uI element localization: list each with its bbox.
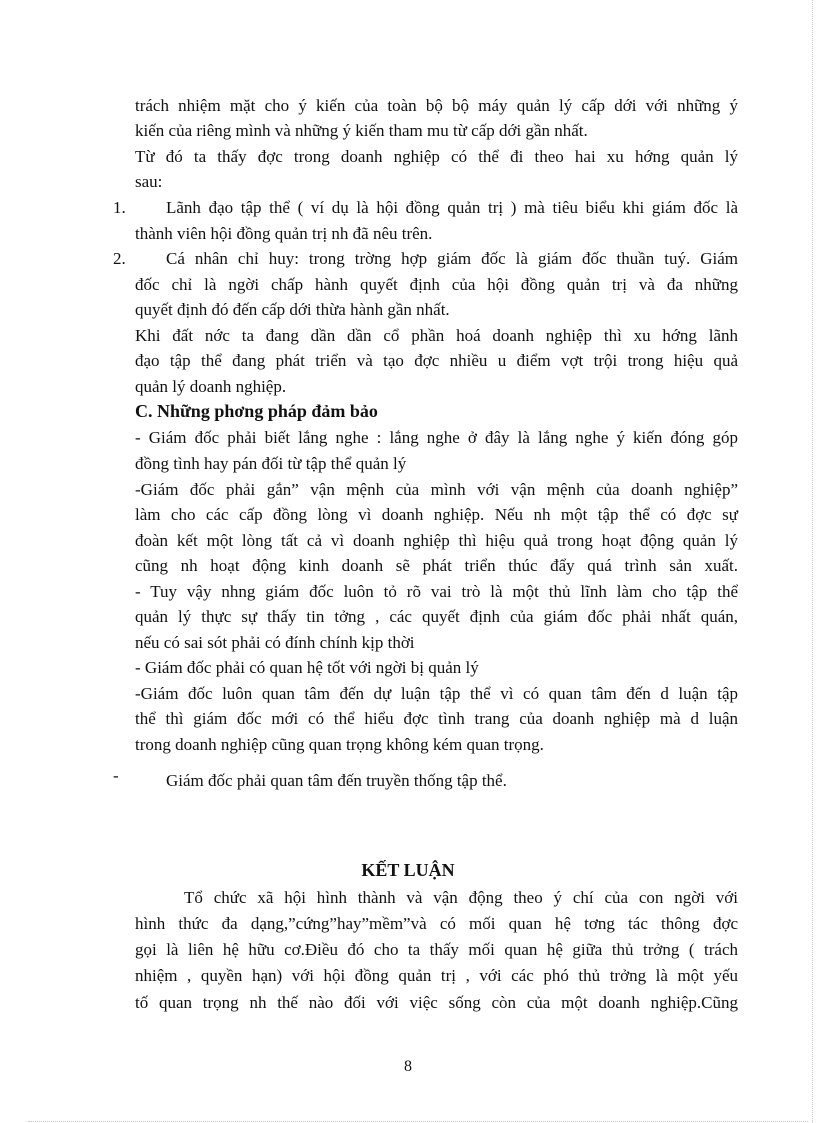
bullet-dash: - [113, 766, 119, 785]
bullet-line: đoàn kết một lòng tất cả vì doanh nghiệp thì hiệu quả trong hoạt động quản lý [135, 531, 738, 550]
page-right-divider [812, 0, 813, 1123]
list-item-line: Cá nhân chỉ huy: trong trờng hợp giám đốc là giám đốc thuần tuý. Giám [166, 249, 738, 268]
bullet-line: cũng nh hoạt động kinh doanh sẽ phát triển thúc đẩy quá trình sản xuất. [135, 556, 738, 575]
bullet-line: - Giám đốc phải có quan hệ tốt với ngời bị quản lý [135, 658, 479, 677]
paragraph-line: kiến của riêng mình và những ý kiến tham mu từ cấp dới gần nhất. [135, 121, 588, 140]
bullet-line: - Tuy vậy nhng giám đốc luôn tỏ rõ vai trò là một thủ lĩnh làm cho tập thể [135, 582, 738, 601]
bullet-line: thể thì giám đốc mới có thể hiểu đợc tình trang của doanh nghiệp mà d luận [135, 709, 738, 728]
paragraph-line: đạo tập thể đang phát triển và tạo đợc nhiều u điểm vợt trội trong hiệu quả [135, 351, 738, 370]
bullet-line: -Giám đốc phải gắn” vận mệnh của mình với vận mệnh của doanh nghiệp” [135, 480, 738, 499]
paragraph-line: Từ đó ta thấy đợc trong doanh nghiệp có thể đi theo hai xu hớng quản lý [135, 147, 738, 166]
conclusion-line: tố quan trọng nh thế nào đối với việc sống còn của một doanh nghiệp.Cũng [135, 993, 738, 1012]
paragraph-line: quản lý doanh nghiệp. [135, 377, 287, 396]
bullet-line: -Giám đốc luôn quan tâm đến dự luận tập thể vì có quan tâm đến d luận tập [135, 684, 738, 703]
section-heading: C. Những phơng pháp đảm bảo [135, 401, 378, 421]
bullet-line: Giám đốc phải quan tâm đến truyền thống tập thể. [166, 771, 507, 790]
bullet-line: - Giám đốc phải biết lắng nghe : lắng nghe ở đây là lắng nghe ý kiến đóng góp [135, 428, 738, 447]
list-item-line: quyết định đó đến cấp dới thừa hành gần nhất. [135, 300, 450, 319]
conclusion-line: hình thức đa dạng,”cứng”hay”mềm”và có mối quan hệ tơng tác thông đợc [135, 914, 738, 933]
bullet-line: làm cho các cấp đồng lòng vì doanh nghiệp. Nếu nh một tập thể có đợc sự [135, 505, 738, 524]
conclusion-line: nhiệm , quyền hạn) với hội đồng quản trị , với các phó thủ trởng là một yếu [135, 966, 738, 985]
paragraph-line: trách nhiệm mặt cho ý kiến của toàn bộ bộ máy quản lý cấp dới với những ý [135, 96, 738, 115]
list-number-1: 1. [113, 198, 126, 217]
list-item-line: Lãnh đạo tập thể ( ví dụ là hội đồng quản trị ) mà tiêu biểu khi giám đốc là [166, 198, 738, 217]
conclusion-line: Tổ chức xã hội hình thành và vận động theo ý chí của con ngời với [184, 888, 738, 907]
bullet-line: đồng tình hay pán đối từ tập thể quản lý [135, 454, 407, 473]
page-number: 8 [404, 1058, 412, 1075]
conclusion-title: KẾT LUẬN [361, 860, 455, 880]
bullet-line: nếu có sai sót phải có đính chính kịp thời [135, 633, 415, 652]
paragraph-line: sau: [135, 172, 163, 191]
page-bottom-divider [28, 1121, 808, 1122]
list-item-line: đốc chỉ là ngời chấp hành quyết định của hội đồng quản trị và đa những [135, 275, 738, 294]
bullet-line: trong doanh nghiệp cũng quan trọng không kém quan trọng. [135, 735, 544, 754]
conclusion-line: gọi là liên hệ hữu cơ.Điều đó cho ta thấy mối quan hệ giữa thủ trởng ( trách [135, 940, 738, 959]
list-number-2: 2. [113, 249, 126, 268]
bullet-line: quản lý thực sự thấy tin tởng , các quyết định của giám đốc phải nhất quán, [135, 607, 738, 626]
paragraph-line: Khi đất nớc ta đang dần dần cổ phần hoá doanh nghiệp thì xu hớng lãnh [135, 326, 738, 345]
list-item-line: thành viên hội đồng quản trị nh đã nêu trên. [135, 224, 433, 243]
